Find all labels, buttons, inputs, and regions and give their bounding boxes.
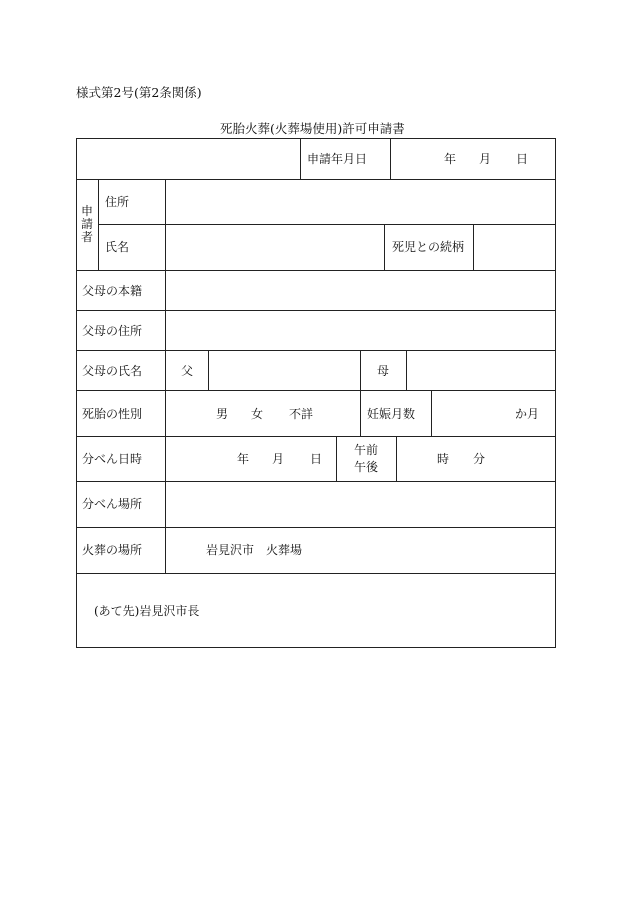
applicant-section-label (80, 205, 94, 244)
col-divider (390, 138, 391, 179)
application-date-year: 年 (444, 152, 457, 166)
delivery-day: 日 (310, 452, 323, 466)
row-divider (76, 481, 556, 482)
col-divider (336, 436, 337, 481)
application-form-table (76, 138, 556, 648)
col-divider (406, 350, 407, 390)
col-divider (473, 224, 474, 270)
col-divider (98, 179, 99, 270)
col-divider (208, 350, 209, 390)
col-divider (165, 179, 166, 573)
delivery-hour: 時 (437, 452, 450, 466)
row-divider (98, 224, 556, 225)
delivery-year: 年 (237, 452, 250, 466)
form-title: 死胎火葬(火葬場使用)許可申請書 (220, 121, 405, 136)
parents-domicile-label: 父母の本籍 (82, 284, 143, 298)
row-divider (76, 527, 556, 528)
sex-unknown-option: 不詳 (289, 407, 314, 421)
col-divider (360, 390, 361, 436)
row-divider (76, 310, 556, 311)
delivery-month: 月 (272, 452, 285, 466)
applicant-section-char: 者 (80, 230, 93, 244)
mother-label: 母 (377, 364, 390, 378)
father-label: 父 (181, 364, 194, 378)
application-date-day: 日 (516, 152, 529, 166)
gestation-months-unit: か月 (515, 407, 540, 421)
col-divider (396, 436, 397, 481)
col-divider (431, 390, 432, 436)
row-divider (76, 350, 556, 351)
cremation-place-label: 火葬の場所 (82, 543, 143, 557)
row-divider (76, 436, 556, 437)
fetus-sex-label: 死胎の性別 (82, 407, 143, 421)
applicant-address-label: 住所 (105, 195, 130, 209)
sex-male-option: 男 (216, 407, 229, 421)
cremation-place-value: 岩見沢市 火葬場 (206, 543, 303, 557)
parents-name-label: 父母の氏名 (82, 364, 143, 378)
delivery-am: 午前 (354, 443, 379, 457)
applicant-section-char: 請 (80, 217, 93, 231)
relation-label: 死児との続柄 (392, 240, 465, 254)
parents-address-label: 父母の住所 (82, 324, 143, 338)
addressee: (あて先)岩見沢市長 (94, 604, 200, 618)
form-number: 様式第2号(第2条関係) (76, 85, 202, 100)
applicant-name-label: 氏名 (105, 240, 130, 254)
gestation-label: 妊娠月数 (367, 407, 416, 421)
delivery-pm: 午後 (354, 460, 379, 474)
sex-female-option: 女 (251, 407, 264, 421)
applicant-section-char: 申 (80, 204, 93, 218)
row-divider (76, 573, 556, 574)
col-divider (384, 224, 385, 270)
col-divider (360, 350, 361, 390)
delivery-minute: 分 (473, 452, 486, 466)
row-divider (76, 179, 556, 180)
row-divider (76, 270, 556, 271)
col-divider (300, 138, 301, 179)
application-date-label: 申請年月日 (307, 152, 368, 166)
application-date-month: 月 (479, 152, 492, 166)
delivery-place-label: 分べん場所 (82, 497, 143, 511)
row-divider (76, 390, 556, 391)
delivery-datetime-label: 分べん日時 (82, 452, 143, 466)
